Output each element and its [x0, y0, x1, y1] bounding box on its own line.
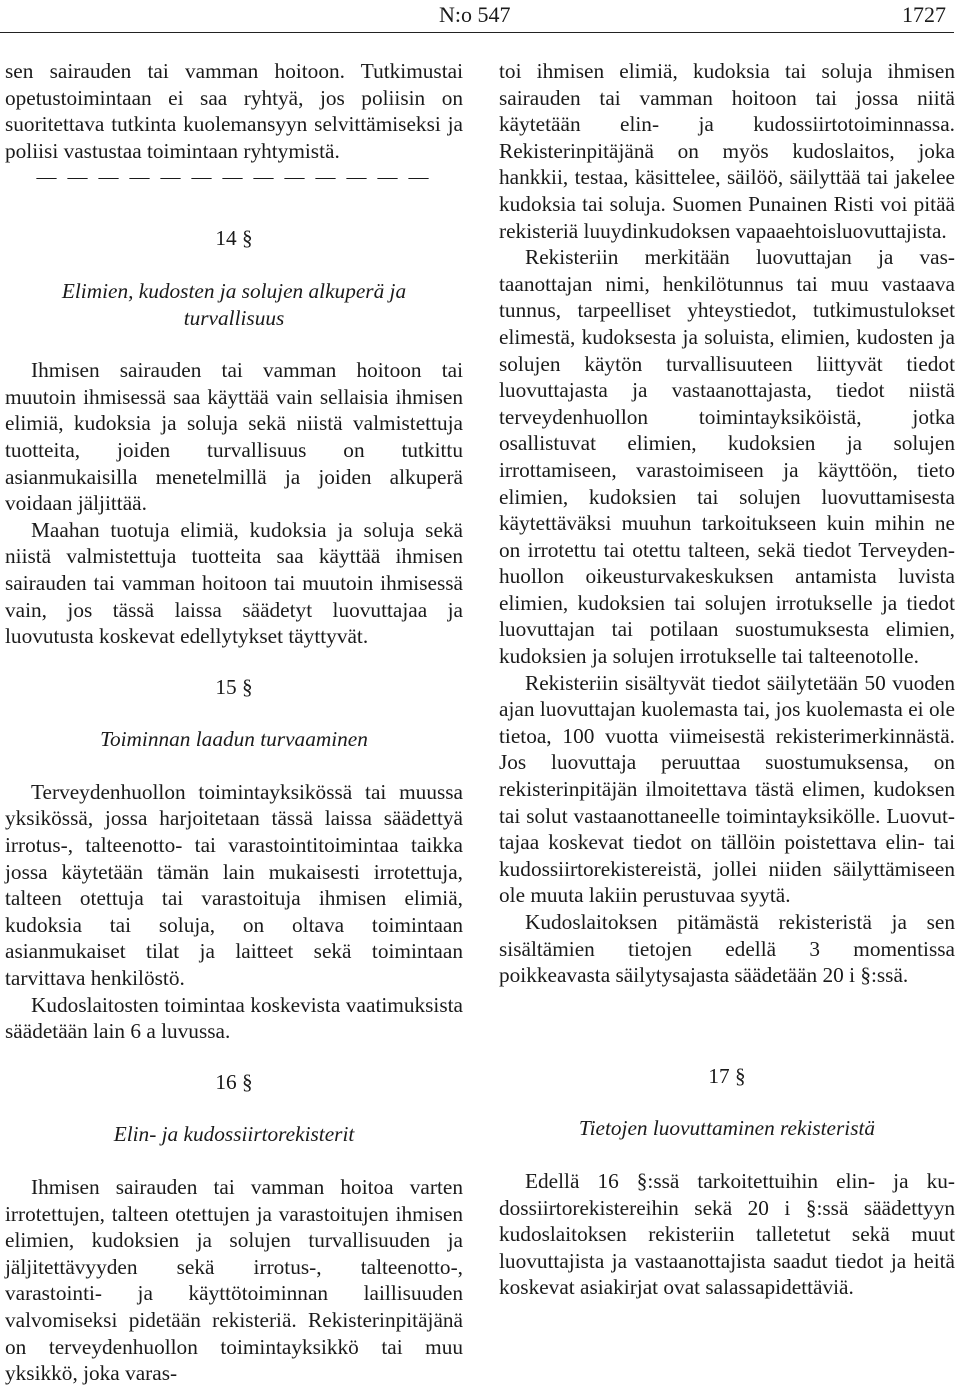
page-header — [0, 0, 960, 40]
right-column — [499, 58, 955, 1301]
left-column — [5, 58, 463, 1387]
section-16-paragraph-3: Rekisteriin sisältyvät tiedot säilytetään 50 vuoden ajan luovuttajan kuolemasta tai, jos kuolemasta ei ole tietoa, 100 vuotta viimeisestä rekisterimerkinnästä. Jos luovuttaja peruuttaa suostumuksensa, on rekisterinpitäjän ilmoitettava tästä elimen, kudoksen tai solut vastaanottaneelle toimintayksikölle. Luovuttajaa koskevat tiedot on tällöin poistettava elin- tai kudossiirtorekistereistä, jollei niiden säilyttämiseen ole muuta lakiin perustuvaa syytä. — [499, 670, 955, 908]
header-rule — [0, 32, 954, 33]
section-14-number: 14 § — [215, 226, 253, 251]
section-15-title: Toiminnan laadun turvaaminen — [100, 727, 368, 752]
section-15-paragraph-2: Kudoslaitosten toimintaa koskevista vaatimuksista säädetään lain 6 a luvussa. — [5, 992, 463, 1044]
section-17-title: Tietojen luovuttaminen rekisteristä — [578, 1116, 876, 1141]
intro-paragraph: sen sairauden tai vamman hoitoon. Tutkimustai opetustoimintaan ei saa ryhtyä, jos poliisin on suoritettava tutkinta kuolemansyyn selvittämiseksi ja poliisi vastustaa toimintaan ryhtymistä. — [5, 59, 463, 163]
issue-number: N:o 547 — [439, 2, 511, 27]
section-15-paragraph-1: Terveydenhuollon toimintayksikössä tai muussa yksikössä, jossa harjoitetaan tässä laissa säädettyä irrotus-, talteenotto- tai varastointitoimintaa taikka jossa käytetään tämän lain mukaisesti irrotettuja, talteen otettuja tai varastoituja ihmisen elimiä, kudoksia tai soluja, on oltava toimintaan asianmukaiset tilat ja laitteet sekä toimintaan tarvittava henkilöstö. — [5, 779, 463, 991]
omission-separator: — — — — — — — — — — — — — — [36, 166, 432, 189]
section-16-paragraph-2: Rekisteriin merkitään luovuttajan ja vastaanottajan nimi, henkilötunnus tai muu vastaava tunnus, tarpeelliset yhteystiedot, tutkimustulokset elimestä, kudoksesta ja soluista, elimien, kudosten ja solujen käytön turvallisuuteen liittyvät tiedot luovuttajasta ja vastaanottajasta, tiedot niistä terveydenhuollon toimintayksiköistä, jotka osallistuvat elimien, kudoksien ja solujen irrottamiseen, varastoimiseen ja käyttöön, tieto elimien, kudoksien tai solujen luovuttamisesta käytettäväksi muuhun tarkoitukseen kuin mihin ne on irrotettu tai otettu talteen, sekä tiedot Terveydenhuollon oikeusturvakeskuksen antamista luvista elimien, kudoksien tai solujen irrotukselle ja tiedot luovuttajan tai potilaan suostumuksesta elimien, kudoksien ja solujen irrotukselle tai talteenotolle. — [499, 245, 955, 669]
section-15-number: 15 § — [215, 674, 253, 699]
section-17-paragraph-1: Edellä 16 §:ssä tarkoitettuihin elin- ja kudossiirtorekistereihin sekä 20 i §:ssä säädettyyn kudoslaitoksen rekisteriin talletetut sekä muut luovuttajista ja vastaanottajista saadut tiedot ja heitä koskevat asiakirjat ovat salassapidettäviä. — [499, 1168, 955, 1300]
section-16-paragraph-4: Kudoslaitoksen pitämästä rekisteristä ja sen sisältämien tietojen edellä 3 momentissa poikkeavasta säilytysajasta säädetään 20 i §:ssä. — [499, 910, 955, 988]
section-14-title: Elimien, kudosten ja solujen alkuperä ja turvallisuus — [61, 278, 407, 330]
section-14-paragraph-1: Ihmisen sairauden tai vamman hoitoon tai muutoin ihmisessä saa käyttää vain sellaisia ihmisen elimiä, kudoksia ja soluja sekä niistä valmistettuja tuotteita, joiden turvallisuus on tutkittu asianmukaisilla menetelmillä ja joiden alkuperä voidaan jäljittää. — [5, 358, 463, 516]
section-16-continuation: toi ihmisen elimiä, kudoksia tai soluja ihmisen sairauden tai vamman hoitoon tai jossa niitä käytetään elin- ja kudossiirtotoiminnassa. Rekisterinpitäjänä on myös kudoslaitos, joka hankkii, testaa, käsittelee, säilöö, säilyttää tai jakelee kudoksia tai soluja. Suomen Punainen Risti voi pitää rekisteriä luuydinkudoksen vapaaehtoisluovuttajista. — [499, 59, 955, 243]
page-number: 1727 — [902, 2, 946, 27]
section-17-number: 17 § — [708, 1063, 746, 1088]
section-14-paragraph-2: Maahan tuotuja elimiä, kudoksia ja soluja sekä niistä valmistettuja tuotteita saa käyttää ihmisen sairauden tai vamman hoitoon tai muutoin ihmisessä vain, jos tässä laissa säädetyt luovuttajaa ja luovutusta koskevat edellytykset täyttyvät. — [5, 517, 463, 649]
section-16-title: Elin- ja kudossiirtorekisterit — [113, 1122, 355, 1147]
section-16-paragraph-1: Ihmisen sairauden tai vamman hoitoa varten irrotettujen, talteen otettujen ja varastoitujen ihmisen elimien, kudoksien ja solujen turvallisuuden ja jäljitettävyyden sekä irrotus-, talteenotto-, varastointi- ja käyttötoiminnan laillisuuden valvomiseksi pidetään rekisteriä. Rekisterinpitäjänä on terveydenhuollon toimintayksikkö tai muu yksikkö, joka varas- — [5, 1175, 463, 1386]
section-16-number: 16 § — [215, 1069, 253, 1094]
